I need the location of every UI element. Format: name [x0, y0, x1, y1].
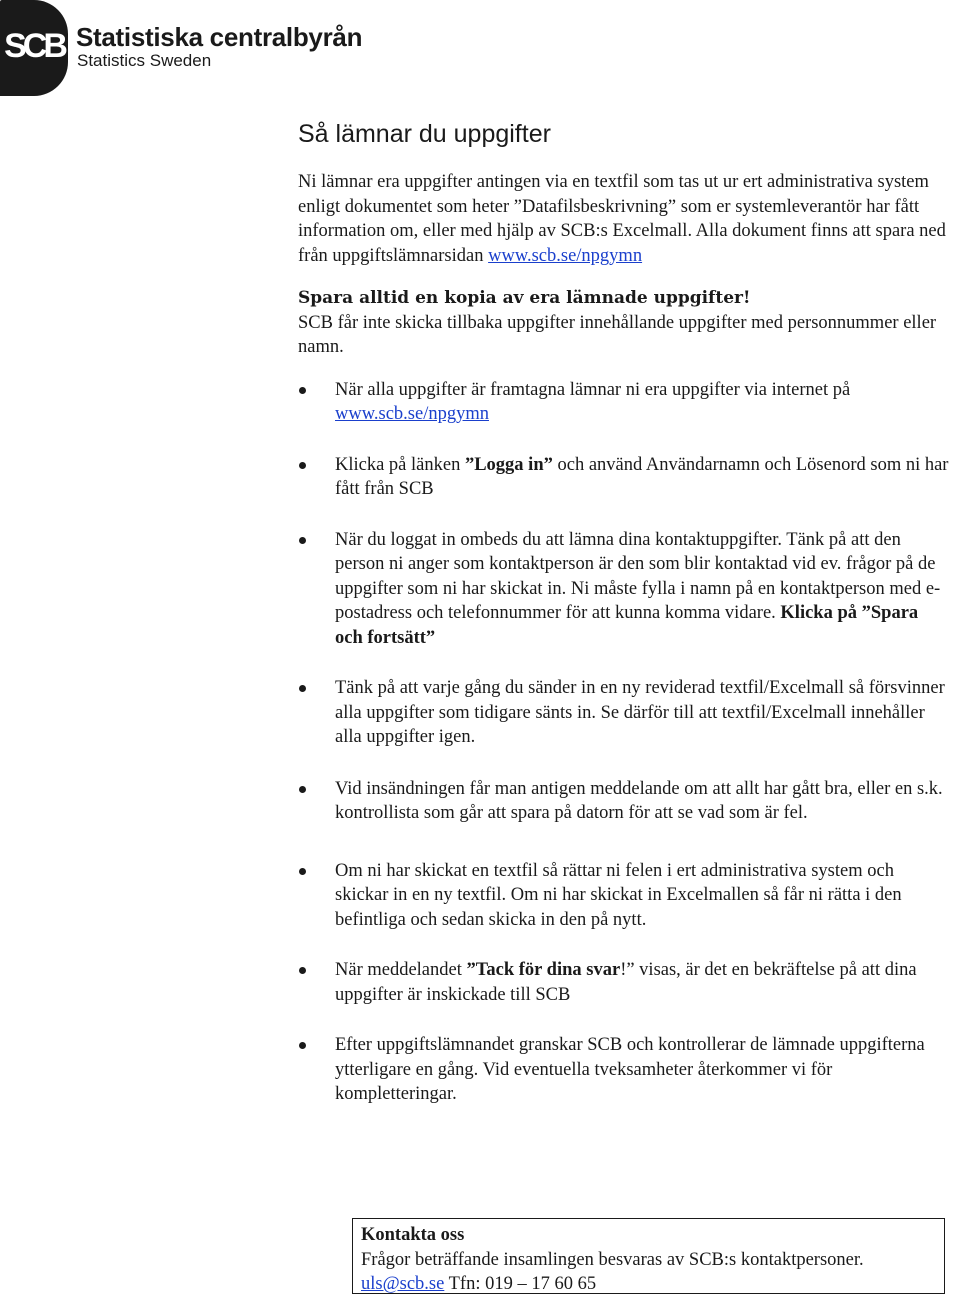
intro-text: Ni lämnar era uppgifter antingen via en textfil som tas ut ur ert administrativa system enligt dokumentet som heter ”Datafilsbeskrivning” som er systemleverantör har fått information om, eller med hjälp av SCB:s Excelmall. Alla dokument finns att spara ned från uppgiftslämnarsidan	[298, 172, 946, 266]
logo-title: Statistiska centralbyrån	[76, 22, 363, 52]
bullet-8-text: Efter uppgiftslämnandet granskar SCB och kontrollerar de lämnade uppgifterna ytterligare en gång. Vid eventuella tveksamheter återkommer vi för kompletteringar.	[335, 1035, 925, 1104]
bullet-7-bold: ”Tack för dina svar	[466, 960, 621, 980]
bullet-7-pre: När meddelandet	[335, 960, 467, 980]
bullet-2-pre: Klicka på länken	[335, 454, 465, 475]
list-item	[298, 777, 950, 826]
warning-title: Spara alltid en kopia av era lämnade uppgifter!	[298, 288, 751, 308]
instruction-list	[298, 378, 950, 1107]
list-item	[298, 859, 950, 933]
contact-phone: Tfn: 019 – 17 60 65	[444, 1274, 597, 1294]
contact-title: Kontakta oss	[361, 1225, 465, 1245]
bullet-3-text: När du loggat in ombeds du att lämna dina kontaktuppgifter. Tänk på att den person ni anger som kontaktperson är den som blir kontaktad vid ev. frågor på de uppgifter som ni har skickat in. Ni måste fylla i namn på en kontaktperson med e-postadress och telefonnummer för att kunna komma vidare.	[335, 529, 941, 623]
contact-line	[361, 1272, 934, 1297]
bullet-4-text: Tänk på att varje gång du sänder in en ny reviderad textfil/Excelmall så försvinner alla uppgifter som tidigare sänts in. Se därför till att textfil/Excelmall innehåller alla uppgifter igen.	[335, 678, 945, 747]
scb-logo-mark-text: SCB	[4, 27, 64, 65]
bullet-3-bold: Klicka på ”Spara och fortsätt”	[335, 603, 919, 648]
list-item	[298, 1033, 950, 1107]
list-item	[298, 378, 950, 427]
warning-text: SCB får inte skicka tillbaka uppgifter innehållande uppgifter med personnummer eller namn.	[298, 312, 937, 357]
intro-link[interactable]: www.scb.se/npgymn	[488, 245, 643, 266]
list-item	[298, 453, 950, 502]
scb-logo	[0, 0, 420, 100]
bullet-2-post: och använd Användarnamn och Lösenord som ni har fått från SCB	[335, 454, 949, 499]
document-body	[298, 112, 950, 1107]
bullet-5-text: Vid insändningen får man antigen meddelande om att allt har gått bra, eller en s.k. kontrollista som går att spara på datorn för att se vad som är fel.	[335, 778, 943, 823]
list-item	[298, 676, 950, 750]
contact-text: Frågor beträffande insamlingen besvaras av SCB:s kontaktpersoner.	[361, 1249, 864, 1270]
contact-box	[352, 1218, 945, 1294]
page-title: Så lämnar du uppgifter	[298, 120, 551, 148]
bullet-1-link[interactable]: www.scb.se/npgymn	[335, 404, 489, 424]
logo-subtitle: Statistics Sweden	[77, 51, 212, 70]
bullet-6-text: Om ni har skickat en textfil så rättar ni felen i ert administrativa system och skickar in en ny textfil. Om ni har skickat in Excelmallen så får ni rätta i den befintliga och sedan skicka in den på nytt.	[335, 860, 902, 930]
bullet-1-text: När alla uppgifter är framtagna lämnar ni era uppgifter via internet på	[335, 379, 851, 400]
list-item	[298, 528, 950, 651]
bullet-2-bold: ”Logga in”	[464, 454, 553, 475]
intro-paragraph	[298, 170, 950, 268]
contact-email-link[interactable]: uls@scb.se	[361, 1274, 445, 1294]
scb-logo-mark	[0, 0, 68, 96]
list-item	[298, 958, 950, 1007]
bullet-7-post: !” visas, är det en bekräftelse på att dina uppgifter är inskickade till SCB	[335, 960, 917, 1005]
